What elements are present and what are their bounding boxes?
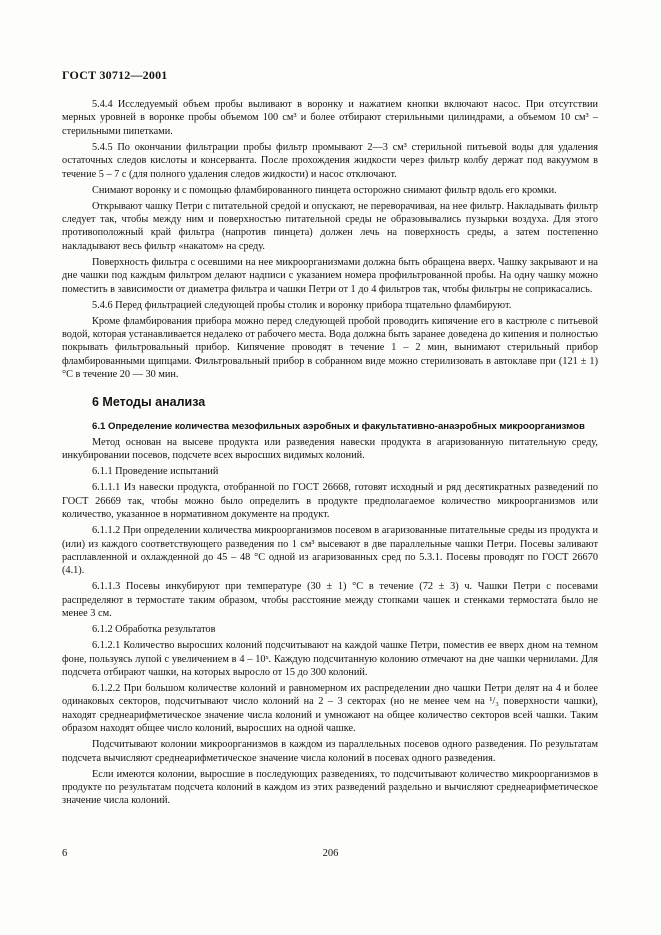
document-body [62,98,598,808]
paragraph: 5.4.4 Исследуемый объем пробы выливают в воронку и нажатием кнопки включают насос. При отсутствии мерных уровней в воронке пробы объемом 100 см³ и более отбирают стерильными цилиндрами, а объемом 10 см³ – стерильными пипетками. [62,99,598,137]
paragraph: Поверхность фильтра с осевшими на нее микроорганизмами должна быть обращена вверх. Чашку закрывают и на дне чашки под каждым фильтром делают надписи с указанием номера профильтрованной пробы. На одну чашку можно поместить в зависимости от диаметра фильтра и чашки Петри от 1 до 4 фильтров так, чтобы фильтры не соприкасались. [62,256,598,295]
paragraph: 5.4.5 По окончании фильтрации пробы фильтр промывают 2—3 см³ стерильной питьевой воды для удаления остаточных следов кислоты и консерванта. После прохождения жидкости через фильтр колбу держат под вакуумом в течение 5 – 7 с (для полного удаления следов жидкости) и насос отключают. [62,141,598,180]
paragraph: 6.1.1.2 При определении количества микроорганизмов посевом в агаризованные питательные среды из продукта и (или) из каждого соответствующего разведения по 1 см³ высевают в две параллельные чашки Петри. Посевы заливают расплавленной и охлажденной до 45 – 48 °С одной из агаризованных сред по 5.3.1. Посевы проводят по ГОСТ 26670 (4.1). [62,525,598,577]
paragraph: 6.1.1.1 Из навески продукта, отобранной по ГОСТ 26668, готовят исходный и ряд десятикратных разведений по ГОСТ 26669 так, чтобы можно было определить в продукте предполагаемое количество микроорганизмов или количество, указанное в нормативном документе на продукт. [62,482,598,521]
paragraph: Подсчитывают колонии микроорганизмов в каждом из параллельных посевов одного разведения. По результатам подсчета вычисляют среднеарифметическое значение числа колоний в посевах одного разведения. [62,739,598,764]
sheet-number: 206 [322,848,339,859]
paragraph: Снимают воронку и с помощью фламбированного пинцета осторожно снимают фильтр вдоль его кромки. [92,184,557,196]
page-number: 6 [62,848,68,859]
paragraph: Метод основан на высеве продукта или разведения навески продукта в агаризованную питательную среду, инкубировании посевов, подсчете всех выросших видимых колоний. [62,436,598,462]
paragraph: Открывают чашку Петри с питательной средой и опускают, не переворачивая, на нее фильтр. Накладывать фильтр следует так, чтобы между ним и поверхностью питательной среды не образовывались пузырьки воздуха. Для этого противоположный край фильтра (напротив пинцета) должен лечь на поверхность среды, а затем постепенно накладывают весь фильтр «накатом» на среду. [62,200,598,252]
paragraph: Кроме фламбирования прибора можно перед следующей пробой проводить кипячение его в кастрюле с питьевой водой, которая устанавливается недалеко от рабочего места. Вода должна быть заранее доведена до кипения и полностью покрывать фильтровальный прибор. Кипячение проводят в течение 1 – 2 мин, вынимают стерильный прибор фламбированными щипцами. Фильтровальный прибор в собранном виде можно стерилизовать в автоклаве при (121 ± 1) °С в течение 20 — 30 мин. [62,315,598,381]
subsection-title: 6.1 Определение количества мезофильных аэробных и факультативно-анаэробных микроорганизмов [92,421,585,433]
paragraph: 6.1.2 Обработка результатов [92,624,216,636]
paragraph: 5.4.6 Перед фильтрацией следующей пробы столик и воронку прибора тщательно фламбируют. [92,299,512,311]
document-code: ГОСТ 30712—2001 [62,68,168,82]
paragraph: 6.1.2.2 При большом количестве колоний и равномерном их распределении дно чашки Петри делят на 4 и более одинаковых секторов, подсчитывают число колоний на 2 – 3 секторах (но не менее чем на ¹/₃ поверхности чашки), находят среднеарифметическое значение числа колоний и умножают на общее количество секторов всей чашки. Таким образом находят общее число колоний, выросших на одной чашке. [62,682,598,735]
section-title: 6 Методы анализа [92,394,206,409]
paragraph: 6.1.1 Проведение испытаний [92,466,219,478]
paragraph: 6.1.2.1 Количество выросших колоний подсчитывают на каждой чашке Петри, поместив ее вверх дном на темном фоне, пользуясь лупой с увеличением в 4 – 10ˣ. Каждую подсчитанную колонию отмечают на дне чашки чернилами. Для подсчета отбирают чашки, на которых выросло от 15 до 300 колоний. [62,640,598,678]
paragraph: 6.1.1.3 Посевы инкубируют при температуре (30 ± 1) °С в течение (72 ± 3) ч. Чашки Петри с посевами распределяют в термостате таким образом, чтобы расстояние между стопками чашек и стенками термостата было не менее 3 см. [62,581,598,620]
paragraph: Если имеются колонии, выросшие в последующих разведениях, то подсчитывают количество микроорганизмов в продукте по результатам подсчета колоний в каждом из этих разведений раздельно и вычисляют среднеарифметическое значение числа колоний. [62,768,598,807]
